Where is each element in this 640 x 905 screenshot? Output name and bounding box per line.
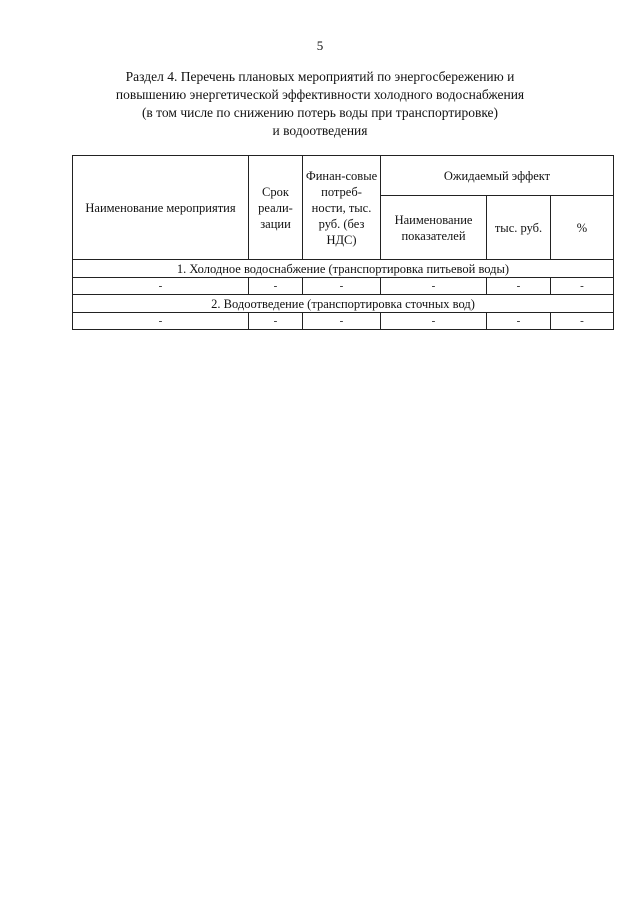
section-row-wastewater [73, 295, 614, 313]
header-percent: % [551, 196, 614, 260]
section-title-cold-water: 1. Холодное водоснабжение (транспортировка питьевой воды) [73, 260, 614, 278]
header-indicator-name: Наименование показателей [381, 196, 487, 260]
table-cell: - [551, 313, 614, 330]
table-cell: - [487, 278, 551, 295]
table-cell: - [303, 313, 381, 330]
header-term: Срок реали-зации [249, 156, 303, 260]
header-expected-effect: Ожидаемый эффект [381, 156, 614, 196]
section-title-line-3: (в том числе по снижению потерь воды при транспортировке) [141, 105, 499, 120]
table-header-row [73, 156, 614, 196]
table-row [73, 313, 614, 330]
table-cell: - [249, 313, 303, 330]
header-thousand-rub: тыс. руб. [487, 196, 551, 260]
table-cell: - [73, 278, 249, 295]
page-number: 5 [316, 38, 324, 53]
measures-table [72, 155, 614, 330]
table-cell: - [487, 313, 551, 330]
section-title [90, 68, 550, 140]
table-row [73, 278, 614, 295]
header-finance: Финан-совые потреб-ности, тыс. руб. (без НДС) [303, 156, 381, 260]
table-cell: - [73, 313, 249, 330]
table-cell: - [551, 278, 614, 295]
table-cell: - [381, 278, 487, 295]
table-cell: - [381, 313, 487, 330]
section-row-cold-water [73, 260, 614, 278]
section-title-wastewater: 2. Водоотведение (транспортировка сточных вод) [73, 295, 614, 313]
table-cell: - [303, 278, 381, 295]
section-title-line-4: и водоотведения [272, 123, 368, 138]
header-measure-name: Наименование мероприятия [73, 156, 249, 260]
section-title-line-1: Раздел 4. Перечень плановых мероприятий по энергосбережению и [125, 69, 515, 84]
section-title-line-2: повышению энергетической эффективности холодного водоснабжения [115, 87, 525, 102]
table-cell: - [249, 278, 303, 295]
